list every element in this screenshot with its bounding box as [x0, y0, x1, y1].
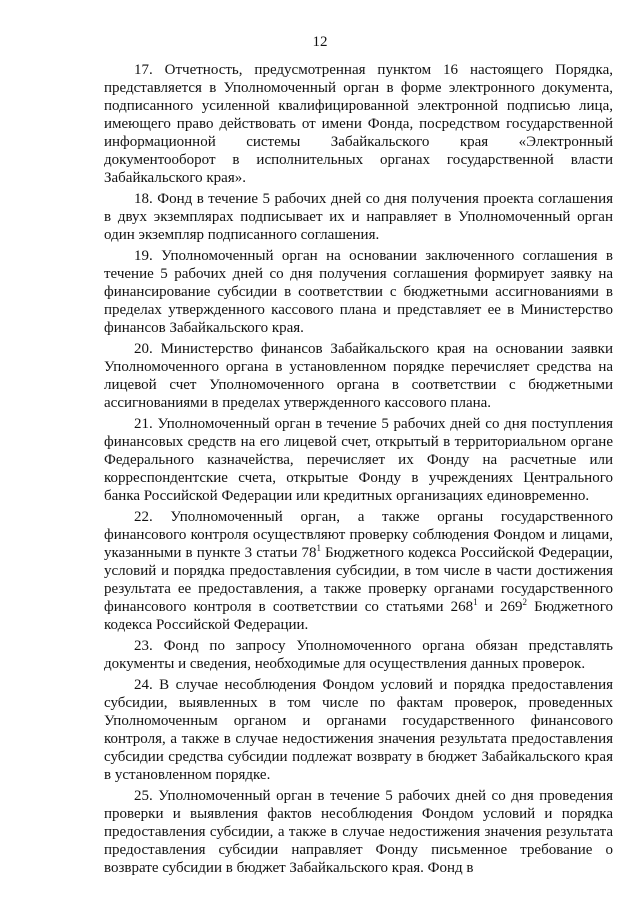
text-segment: 23. Фонд по запросу Уполномоченного органа обязан представлять документы и сведения, необходимые для осуществления данных проверок.: [104, 638, 613, 672]
text-segment: 21. Уполномоченный орган в течение 5 рабочих дней со дня поступления финансовых средств на его лицевой счет, открытый в территориальном органе Федерального казначейства, перечисляет их Фонду на расчетные или корреспондентские счета, открытые Фонду в учреждениях Центрального банка Российской Федерации или кредитных организациях единовременно.: [104, 416, 613, 504]
superscript: 2: [522, 597, 527, 607]
page-number: 12: [312, 34, 328, 50]
paragraph: [104, 637, 613, 673]
superscript: 1: [316, 543, 321, 553]
text-segment: 25. Уполномоченный орган в течение 5 рабочих дней со дня проведения проверки и выявления фактов несоблюдения Фондом условий и порядка предоставления субсидии, а также в случае недостижения значения результата предоставления субсидии направляет Фонду письменное требование о возврате субсидии в бюджет Забайкальского края. Фонд в: [104, 788, 613, 876]
text-segment: 20. Министерство финансов Забайкальского края на основании заявки Уполномоченного органа в установленном порядке перечисляет средства на лицевой счет Уполномоченного органа в соответствии с бюджетными ассигнованиями в пределах утвержденного кассового плана.: [104, 341, 613, 411]
text-segment: Бюджетного кодекса Российской Федерации, условий и порядка предоставления субсидии, в том числе в части достижения результата ее предоставления, а также проверку органами государственного финансового контроля в соответствии со статьями 268: [104, 545, 614, 615]
text-segment: 18. Фонд в течение 5 рабочих дней со дня получения проекта соглашения в двух экземплярах подписывает их и направляет в Уполномоченный орган один экземпляр подписанного соглашения.: [104, 191, 613, 243]
text-segment: 19. Уполномоченный орган на основании заключенного соглашения в течение 5 рабочих дней со дня получения соглашения формирует заявку на финансирование субсидии в соответствии с бюджетными ассигнованиями в пределах утвержденного кассового плана и представляет ее в Министерство финансов Забайкальского края.: [104, 248, 613, 336]
text-segment: 17. Отчетность, предусмотренная пунктом 16 настоящего Порядка, представляется в Уполномоченный орган в форме электронного документа, подписанного усиленной квалифицированной электронной подписью лица, имеющего право действовать от имени Фонда, посредством государственной информационной системы Забайкальского края «Электронный документооборот в исполнительных органах государственной власти Забайкальского края».: [104, 62, 613, 186]
paragraph: [104, 340, 613, 412]
text-segment: 24. В случае несоблюдения Фондом условий и порядка предоставления субсидии, выявленных в том числе по фактам проверок, проведенных Уполномоченным органом и органами государственного финансового контроля, а также в случае недостижения значения результата предоставления субсидии средства субсидии подлежат возврату в бюджет Забайкальского края в установленном порядке.: [104, 677, 613, 783]
text-segment: 22. Уполномоченный орган, а также органы государственного финансового контроля осуществляют проверку соблюдения Фондом и лицами, указанными в пункте 3 статьи 78: [104, 509, 613, 561]
paragraph: [104, 676, 613, 784]
paragraph: [104, 190, 613, 244]
text-segment: Бюджетного кодекса Российской Федерации.: [104, 599, 613, 633]
paragraph: [104, 415, 613, 505]
superscript: 1: [473, 597, 478, 607]
paragraph: [104, 247, 613, 337]
paragraph: [104, 508, 613, 634]
paragraph: [104, 787, 613, 877]
paragraph: [104, 61, 613, 187]
document-body: [104, 61, 613, 880]
text-segment: и 269: [477, 599, 523, 615]
